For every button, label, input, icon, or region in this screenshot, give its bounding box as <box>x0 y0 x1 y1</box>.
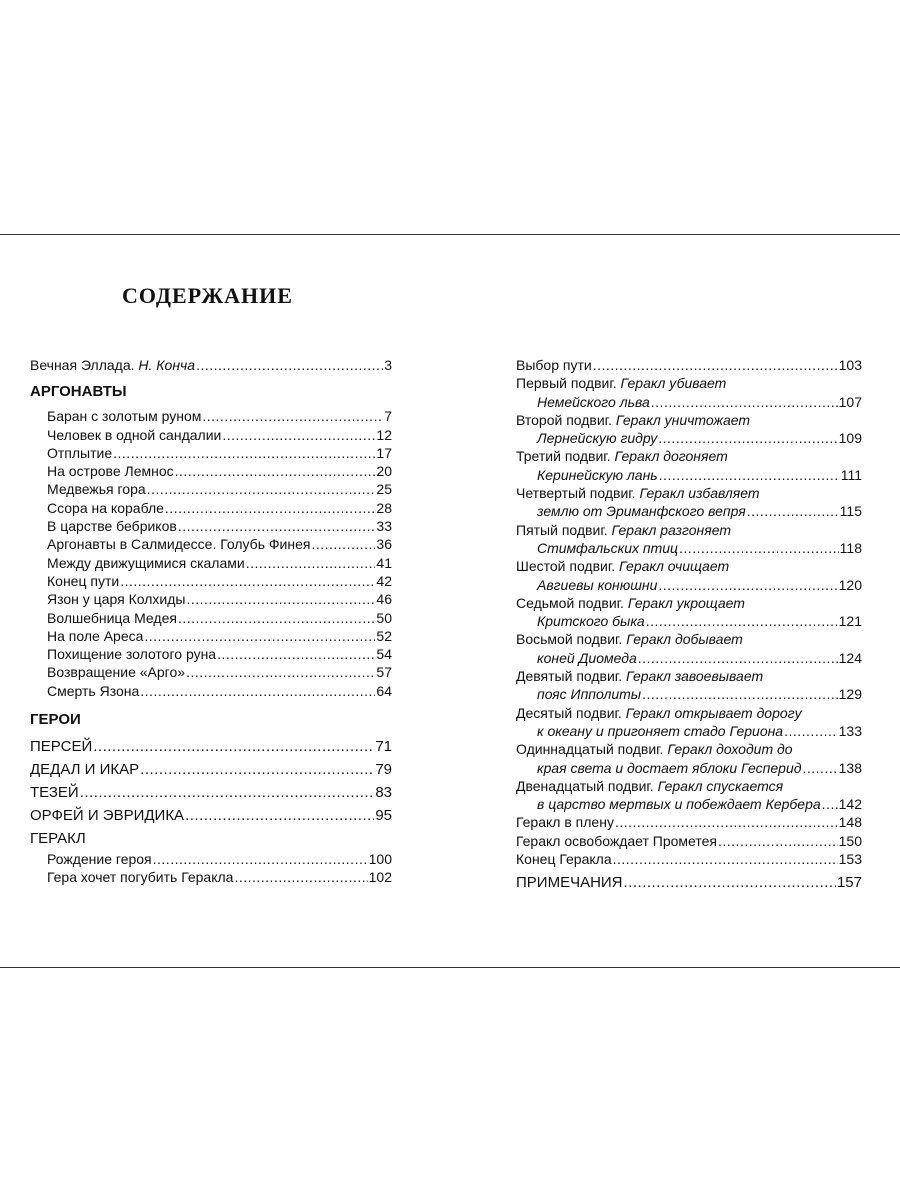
page-number: 150 <box>838 832 862 849</box>
page-number: 12 <box>376 426 392 443</box>
entry-label: Человек в одной сандалии <box>47 426 222 443</box>
entry-subtitle: Геракл доходит до <box>667 741 793 758</box>
entry-label: Геракл освобождает Прометея <box>516 832 717 849</box>
entry-label: Двенадцатый подвиг. <box>516 777 658 794</box>
page-number: 115 <box>839 503 862 520</box>
leader-dots <box>822 795 838 813</box>
toc-entry[interactable] <box>516 356 862 374</box>
entry-first-line <box>516 374 862 392</box>
entry-first-line <box>516 484 862 502</box>
entry-label: Аргонавты в Салмидессе. Голубь Финея <box>47 536 311 553</box>
entry-first-line <box>516 521 862 539</box>
page-number: 142 <box>838 796 862 813</box>
leader-dots <box>144 627 375 645</box>
entry-label: В царстве бебриков <box>47 518 177 535</box>
leader-dots <box>140 682 375 700</box>
entry-second-line <box>516 759 862 777</box>
page-number: 138 <box>838 759 862 776</box>
leader-dots <box>246 554 376 572</box>
entry-label: Возвращение «Арго» <box>47 664 186 681</box>
toc-entry-labor[interactable] <box>516 740 862 777</box>
toc-entry-intro[interactable] <box>30 356 392 374</box>
toc-entry-labor[interactable] <box>516 411 862 448</box>
page-number: 64 <box>376 682 392 699</box>
toc-entry[interactable] <box>30 850 392 868</box>
entry-first-line <box>516 594 862 612</box>
entry-label: Гера хочет погубить Геракла <box>47 869 234 886</box>
entry-second-line <box>516 466 862 484</box>
toc-entry-labor[interactable] <box>516 521 862 558</box>
entry-subtitle-cont: края света и достает яблоки Гесперид <box>537 759 802 776</box>
entry-subtitle-cont: Керинейскую лань <box>537 466 658 483</box>
entry-label: Рождение героя <box>47 851 152 868</box>
page-number: 46 <box>376 591 392 608</box>
entry-label: Язон у царя Колхиды <box>47 591 186 608</box>
leader-dots <box>217 645 375 663</box>
page-number: 50 <box>376 609 392 626</box>
entry-subtitle: Геракл догоняет <box>614 448 728 465</box>
toc-entry[interactable] <box>30 554 392 572</box>
entry-label: ДЕДАЛ И ИКАР <box>30 761 140 779</box>
toc-entry[interactable] <box>30 407 392 425</box>
page-number: 41 <box>376 554 392 571</box>
toc-entry-labor[interactable] <box>516 630 862 667</box>
toc-entry[interactable] <box>30 590 392 608</box>
page-number: 3 <box>384 357 392 373</box>
page-number: 54 <box>376 646 392 663</box>
entry-second-line <box>516 393 862 411</box>
entry-label: Выбор пути <box>516 357 592 373</box>
heracles-heading: ГЕРАКЛ <box>30 830 86 848</box>
leader-dots <box>202 407 383 425</box>
page-number: 57 <box>376 664 392 681</box>
entry-first-line <box>516 557 862 575</box>
toc-entry-labor[interactable] <box>516 777 862 814</box>
entry-subtitle: Геракл открывает дорогу <box>625 704 802 721</box>
leader-dots <box>658 576 837 594</box>
page-number: 28 <box>376 499 392 516</box>
entry-subtitle: Геракл избавляет <box>639 485 760 502</box>
page-number: 129 <box>838 686 862 703</box>
entry-label: Конец пути <box>47 572 120 589</box>
leader-dots <box>642 685 838 703</box>
leader-dots <box>613 850 838 868</box>
leader-dots <box>175 462 376 480</box>
entry-first-line <box>516 740 862 758</box>
leader-dots <box>185 804 374 827</box>
leader-dots <box>222 426 375 444</box>
leader-dots <box>196 356 383 374</box>
toc-entry[interactable] <box>30 499 392 517</box>
entry-author: Н. Конча <box>138 357 196 373</box>
page-number: 124 <box>838 649 862 666</box>
leader-dots <box>178 609 375 627</box>
toc-entry[interactable] <box>516 813 862 831</box>
leader-dots <box>747 502 839 520</box>
entry-second-line <box>516 612 862 630</box>
entry-subtitle: Геракл убивает <box>620 375 727 392</box>
leader-dots <box>93 735 374 758</box>
page-number: 7 <box>384 408 392 425</box>
entry-label: Вечная Эллада. <box>30 357 139 373</box>
entry-subtitle-cont: в царство мертвых и побеждает Кербера <box>537 796 821 813</box>
entry-first-line <box>516 777 862 795</box>
entry-subtitle-cont: коней Диомеда <box>537 649 637 666</box>
entry-first-line <box>516 411 862 429</box>
entry-subtitle-cont: Критского быка <box>537 613 645 630</box>
toc-entry-labor[interactable] <box>516 374 862 411</box>
toc-entry[interactable] <box>30 758 392 781</box>
leader-dots <box>679 539 839 557</box>
leader-dots <box>113 444 375 462</box>
leader-dots <box>784 722 838 740</box>
entry-second-line <box>516 685 862 703</box>
toc-entry[interactable] <box>30 781 392 804</box>
toc-entry-labor[interactable] <box>516 447 862 484</box>
toc-entry-labor[interactable] <box>516 667 862 704</box>
page-title: СОДЕРЖАНИЕ <box>122 283 293 308</box>
toc-entry[interactable] <box>30 444 392 462</box>
toc-entry[interactable] <box>30 868 392 886</box>
entry-subtitle-cont: к океану и пригоняет стадо Гериона <box>537 722 784 739</box>
entry-subtitle: Геракл укрощает <box>627 594 745 611</box>
toc-entry[interactable] <box>30 645 392 663</box>
toc-entry[interactable] <box>30 426 392 444</box>
entry-label: ТЕЗЕЙ <box>30 784 79 802</box>
entry-first-line <box>516 667 862 685</box>
leader-dots <box>646 612 838 630</box>
page-number: 121 <box>838 613 862 630</box>
entry-label: Похищение золотого руна <box>47 646 217 663</box>
leader-dots <box>718 832 838 850</box>
leader-dots <box>140 758 374 781</box>
entry-label: Восьмой подвиг. <box>516 631 627 648</box>
entry-label: Девятый подвиг. <box>516 668 626 685</box>
page-number: 107 <box>838 393 862 410</box>
entry-label: Шестой подвиг. <box>516 558 620 575</box>
page-number: 153 <box>838 851 862 868</box>
toc-entry[interactable] <box>30 804 392 827</box>
entry-label: Между движущимися скалами <box>47 554 245 571</box>
toc-entry[interactable] <box>516 850 862 868</box>
entry-label: Конец Геракла <box>516 851 612 868</box>
entry-label: ПЕРСЕЙ <box>30 738 93 756</box>
entry-label: Четвертый подвиг. <box>516 485 640 502</box>
section-heading-heroes: ГЕРОИ <box>30 711 81 729</box>
toc-entry[interactable] <box>30 572 392 590</box>
toc-entry[interactable] <box>30 480 392 498</box>
entry-label: ПРИМЕЧАНИЯ <box>516 874 623 892</box>
leader-dots <box>593 356 838 374</box>
leader-dots <box>186 663 375 681</box>
page-number: 133 <box>838 722 862 739</box>
entry-subtitle-cont: Немейского льва <box>537 393 650 410</box>
leader-dots <box>802 759 837 777</box>
entry-label: Ссора на корабле <box>47 499 164 516</box>
leader-dots <box>624 871 836 894</box>
entry-first-line <box>516 447 862 465</box>
leader-dots <box>234 868 367 886</box>
page-number: 52 <box>376 627 392 644</box>
page-number: 36 <box>376 536 392 553</box>
toc-entry-labor[interactable] <box>516 594 862 631</box>
page-number: 100 <box>368 851 392 868</box>
leader-dots <box>651 393 838 411</box>
bottom-rule <box>0 967 900 968</box>
entry-subtitle-cont: Стимфальских птиц <box>537 539 679 556</box>
page-number: 118 <box>839 539 862 556</box>
entry-subtitle: Геракл уничтожает <box>615 411 751 428</box>
entry-label: Отплытие <box>47 444 113 461</box>
entry-label: На поле Ареса <box>47 627 144 644</box>
entry-subtitle-cont: Авгиевы конюшни <box>537 576 658 593</box>
entry-label: Геракл в плену <box>516 814 614 831</box>
page-number: 79 <box>375 761 392 779</box>
entry-label: На острове Лемнос <box>47 463 174 480</box>
entry-second-line <box>516 539 862 557</box>
entry-second-line <box>516 722 862 740</box>
section-heading-argonauts: АРГОНАВТЫ <box>30 383 127 401</box>
toc-entry[interactable] <box>30 517 392 535</box>
page-number: 103 <box>838 357 862 373</box>
page-number: 95 <box>375 807 392 825</box>
entry-label: Третий подвиг. <box>516 448 615 465</box>
entry-label: Волшебница Медея <box>47 609 177 626</box>
entry-subtitle: Геракл спускается <box>657 777 784 794</box>
toc-entry[interactable] <box>30 609 392 627</box>
page-number: 109 <box>838 430 862 447</box>
leader-dots <box>186 590 375 608</box>
page-number: 33 <box>376 518 392 535</box>
entry-label: Медвежья гора <box>47 481 146 498</box>
entry-label: Пятый подвиг. <box>516 521 612 538</box>
leader-dots <box>165 499 376 517</box>
entry-second-line <box>516 795 862 813</box>
toc-entry-labor[interactable] <box>516 557 862 594</box>
toc-entry[interactable] <box>30 462 392 480</box>
entry-subtitle-cont: Лернейскую гидру <box>537 430 658 447</box>
toc-entry-labor[interactable] <box>516 484 862 521</box>
page-number: 71 <box>375 738 392 756</box>
toc-entry-notes[interactable] <box>516 871 862 894</box>
leader-dots <box>615 813 838 831</box>
page-number: 111 <box>840 466 862 483</box>
leader-dots <box>153 850 368 868</box>
page-number: 148 <box>838 814 862 831</box>
page-number: 102 <box>368 869 392 886</box>
entry-first-line <box>516 704 862 722</box>
toc-entry[interactable] <box>30 735 392 758</box>
entry-label: ОРФЕЙ И ЭВРИДИКА <box>30 807 185 825</box>
entry-subtitle-cont: пояс Ипполиты <box>537 686 642 703</box>
top-rule <box>0 234 900 235</box>
toc-entry[interactable] <box>30 663 392 681</box>
entry-subtitle-cont: землю от Эриманфского вепря <box>537 503 746 520</box>
leader-dots <box>638 649 838 667</box>
leader-dots <box>80 781 375 804</box>
toc-entry-labor[interactable] <box>516 704 862 741</box>
entry-subtitle: Геракл разгоняет <box>611 521 732 538</box>
toc-entry[interactable] <box>30 627 392 645</box>
entry-label: Баран с золотым руном <box>47 408 202 425</box>
entry-second-line <box>516 649 862 667</box>
toc-entry[interactable] <box>30 535 392 553</box>
toc-entry[interactable] <box>516 832 862 850</box>
entry-subtitle: Геракл добывает <box>626 631 743 648</box>
leader-dots <box>311 535 375 553</box>
page-number: 25 <box>376 481 392 498</box>
leader-dots <box>147 480 376 498</box>
entry-label: Второй подвиг. <box>516 411 616 428</box>
toc-right-column <box>516 356 862 894</box>
page-number: 83 <box>375 784 392 802</box>
entry-first-line <box>516 630 862 648</box>
entry-label: Одиннадцатый подвиг. <box>516 741 668 758</box>
toc-entry[interactable] <box>30 682 392 700</box>
leader-dots <box>120 572 375 590</box>
leader-dots <box>178 517 376 535</box>
entry-second-line <box>516 429 862 447</box>
entry-subtitle: Геракл завоевывает <box>625 668 764 685</box>
page-number: 17 <box>376 444 392 461</box>
leader-dots <box>659 466 840 484</box>
page-number: 42 <box>376 572 392 589</box>
page-number: 157 <box>836 874 862 892</box>
entry-label: Смерть Язона <box>47 682 140 699</box>
entry-second-line <box>516 576 862 594</box>
entry-second-line <box>516 502 862 520</box>
page-number: 120 <box>838 576 862 593</box>
entry-label: Первый подвиг. <box>516 375 621 392</box>
entry-label: Десятый подвиг. <box>516 704 626 721</box>
entry-label: Седьмой подвиг. <box>516 594 628 611</box>
toc-left-column <box>30 356 392 887</box>
entry-subtitle: Геракл очищает <box>619 558 730 575</box>
page-number: 20 <box>376 463 392 480</box>
leader-dots <box>658 429 837 447</box>
